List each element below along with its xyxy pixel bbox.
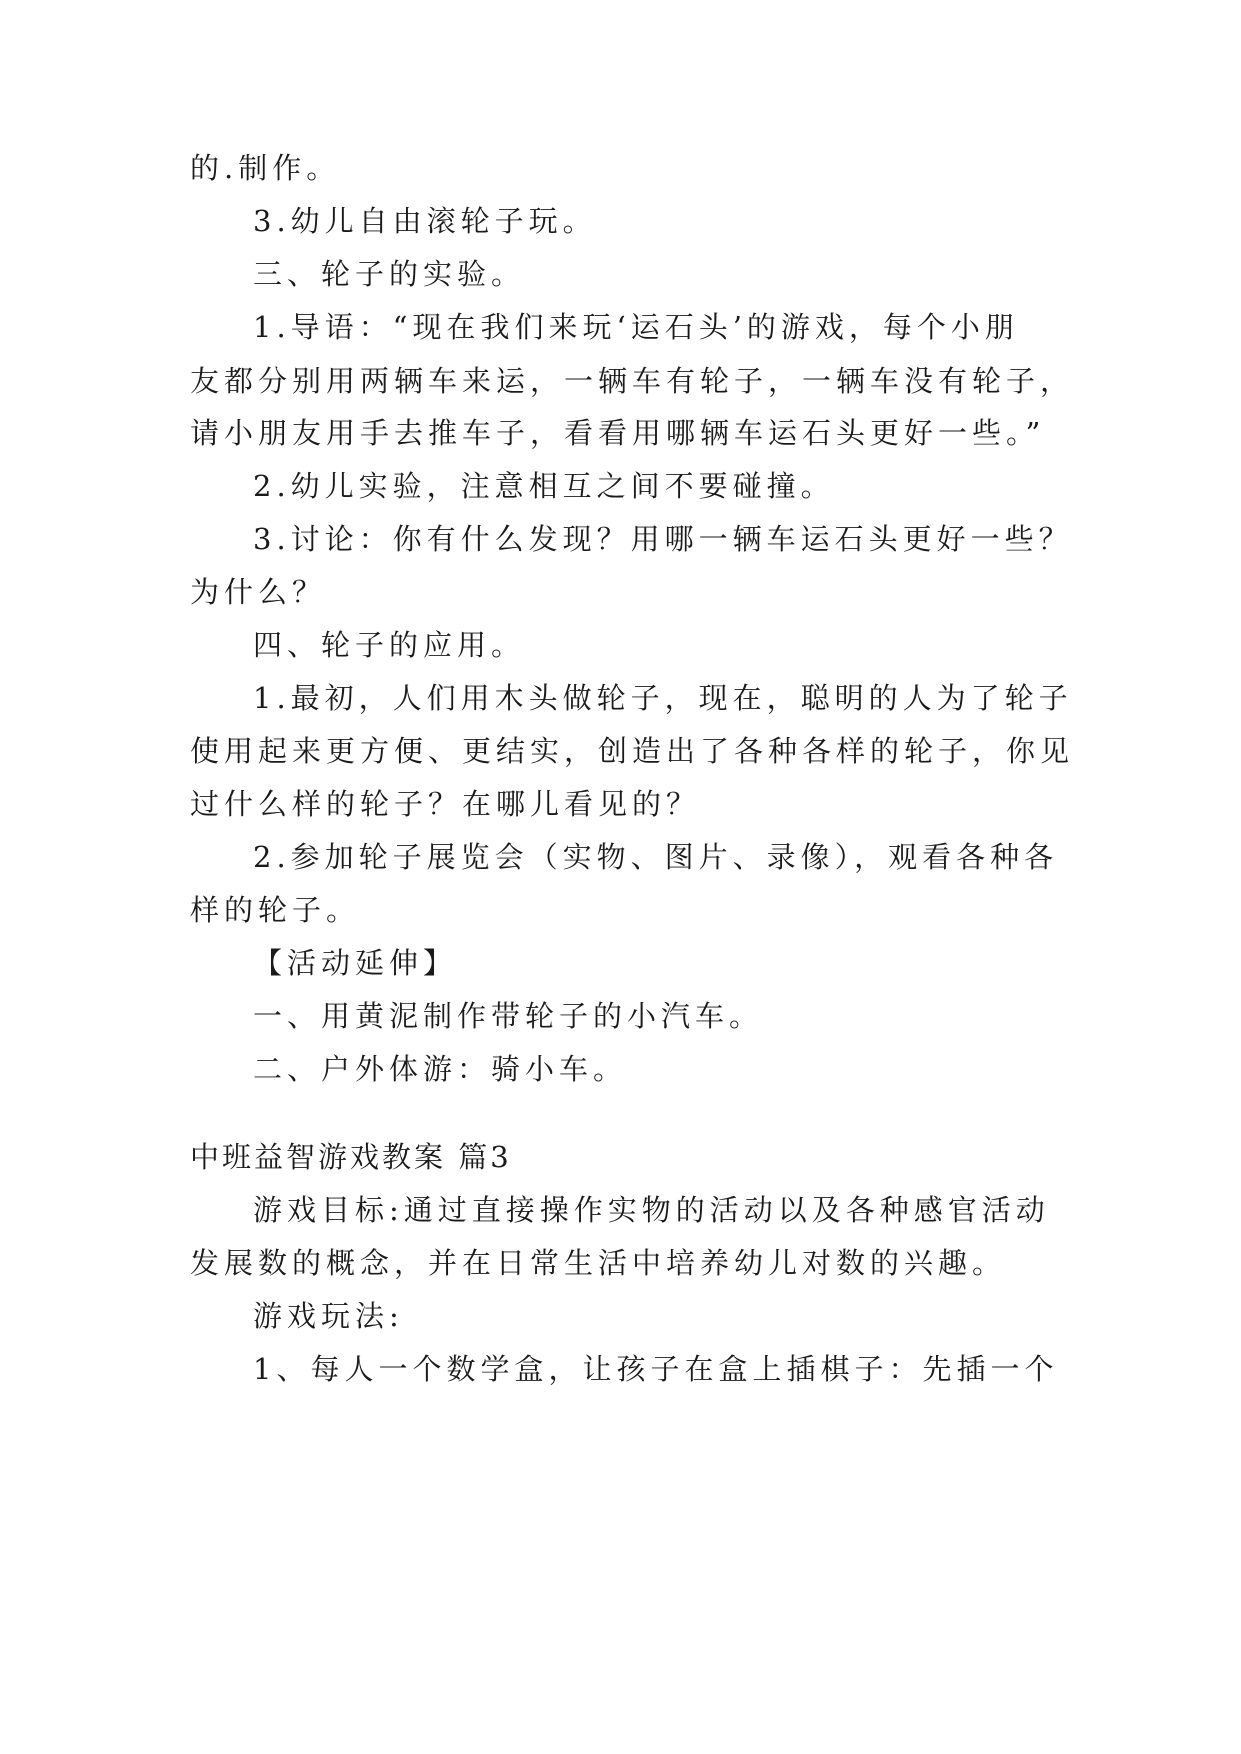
text-line: 1.最初，人们用木头做轮子，现在，聪明的人为了轮子 bbox=[253, 681, 1073, 715]
text-line: 3.讨论：你有什么发现？用哪一辆车运石头更好一些？ bbox=[253, 522, 1073, 556]
section-heading: 三、轮子的实验。 bbox=[253, 257, 526, 291]
text-line: 游戏目标:通过直接操作实物的活动以及各种感官活动 bbox=[253, 1193, 1050, 1227]
text-line: 1、每人一个数学盒，让孩子在盒上插棋子：先插一个 bbox=[253, 1352, 1059, 1386]
section-heading: 四、轮子的应用。 bbox=[253, 628, 526, 662]
text-line: 2.参加轮子展览会（实物、图片、录像），观看各种各 bbox=[253, 840, 1059, 874]
text-line: 请小朋友用手去推车子，看看用哪辆车运石头更好一些。” bbox=[190, 416, 1046, 450]
text-line: 的.制作。 bbox=[190, 151, 341, 185]
text-line: 发展数的概念，并在日常生活中培养幼儿对数的兴趣。 bbox=[190, 1246, 1007, 1280]
section-heading: 【活动延伸】 bbox=[253, 946, 458, 980]
text-line: 为什么？ bbox=[190, 575, 327, 609]
article-title: 中班益智游戏教案 篇3 bbox=[190, 1140, 512, 1174]
text-line: 使用起来更方便、更结实，创造出了各种各样的轮子，你见 bbox=[190, 734, 1075, 768]
text-line: 友都分别用两辆车来运，一辆车有轮子，一辆车没有轮子， bbox=[190, 364, 1075, 398]
text-line: 过什么样的轮子？在哪儿看见的？ bbox=[190, 787, 701, 821]
text-line: 1.导语：“现在我们来玩‘运石头’的游戏，每个小朋 bbox=[253, 310, 1019, 344]
text-line: 二、户外体游：骑小车。 bbox=[253, 1052, 628, 1086]
text-line: 2.幼儿实验，注意相互之间不要碰撞。 bbox=[253, 469, 835, 503]
text-line: 3.幼儿自由滚轮子玩。 bbox=[253, 204, 597, 238]
text-line: 一、用黄泥制作带轮子的小汽车。 bbox=[253, 999, 764, 1033]
text-line: 样的轮子。 bbox=[190, 893, 361, 927]
section-heading: 游戏玩法: bbox=[253, 1299, 404, 1333]
